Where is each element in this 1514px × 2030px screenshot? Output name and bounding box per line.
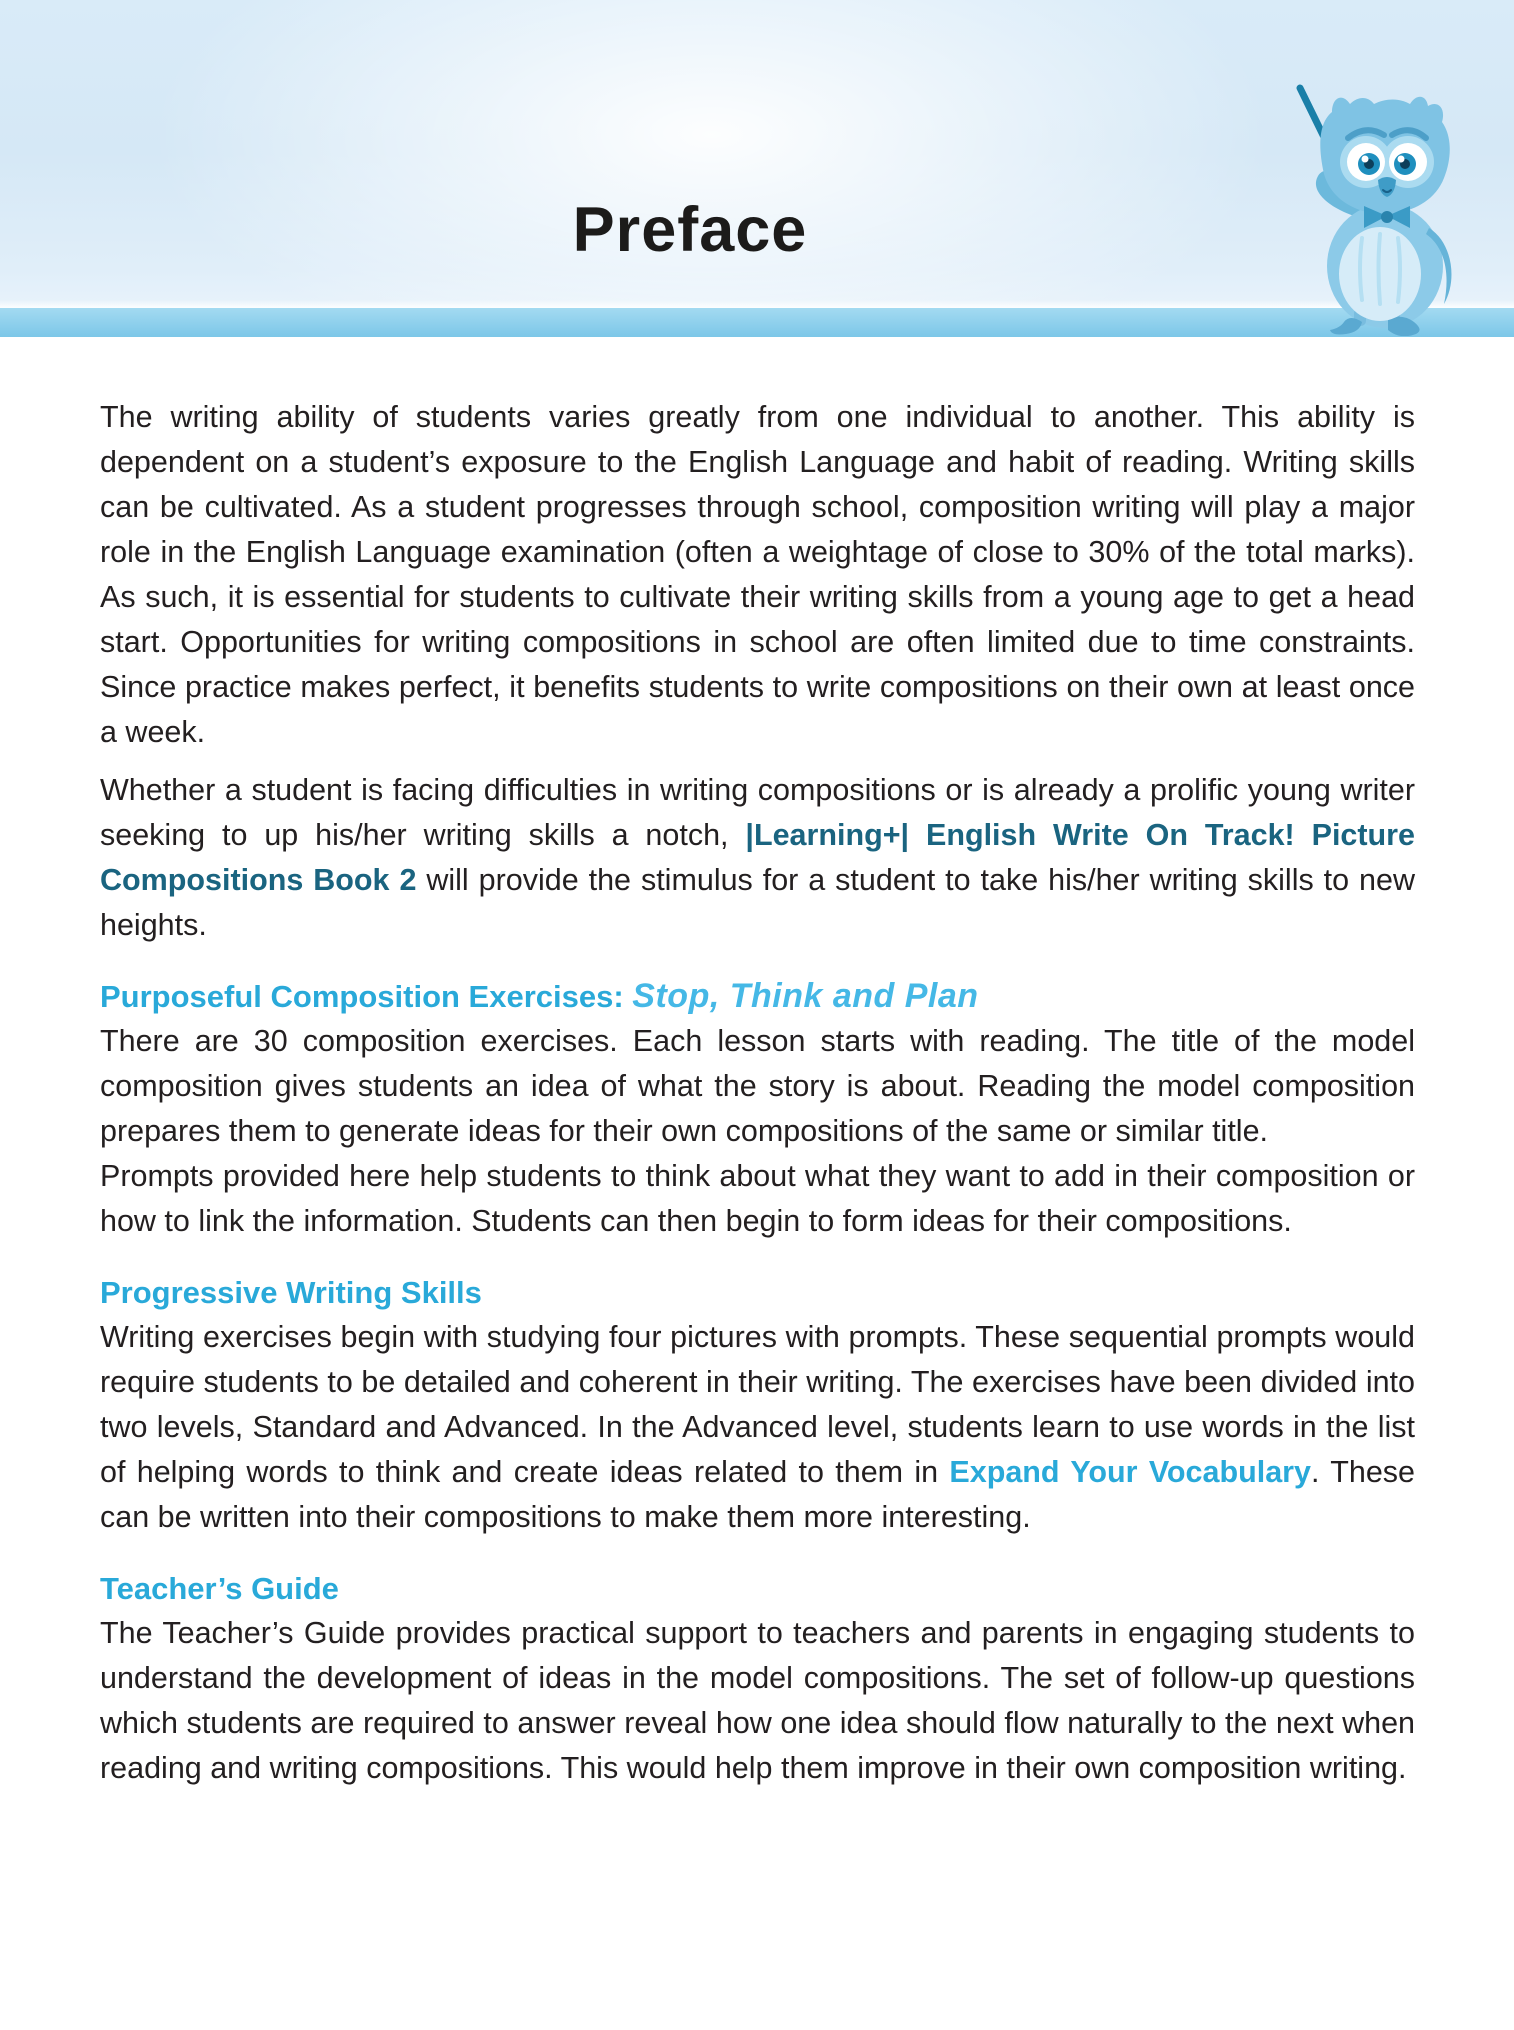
expand-your-vocabulary-highlight: Expand Your Vocabulary <box>949 1455 1311 1489</box>
paragraph-text: Writing exercises begin with studying four pictures with prompts. These sequential prompts would require students to be detailed and coherent in their writing. The exercises have been divided into two levels, Standard and Advanced. In the Advanced level, students learn to use words in the list of helping words to think and create ideas related to them in <box>100 1320 1415 1489</box>
page-header <box>0 0 1514 337</box>
section-paragraph <box>100 1315 1415 1540</box>
section-heading-text: Purposeful Composition Exercises: <box>100 979 633 1014</box>
intro-paragraph-2 <box>100 768 1415 948</box>
section-heading-script-text: Stop, Think and Plan <box>632 977 979 1015</box>
section-paragraph: There are 30 composition exercises. Each lesson starts with reading. The title of the model composition gives students an idea of what the story is about. Reading the model composition prepares them to generate ideas for their own compositions of the same or similar title. <box>100 1024 1415 1148</box>
section-paragraph: The Teacher’s Guide provides practical support to teachers and parents in engaging students to understand the development of ideas in the model compositions. The set of follow-up questions which students are required to answer reveal how one idea should flow naturally to the next when reading and writing compositions. This would help them improve in their own composition writing. <box>100 1616 1415 1785</box>
section-heading: Teacher’s Guide <box>100 1571 339 1606</box>
paragraph-text: Whether a student is facing difficulties in writing compositions or is already a prolific young writer seeking to up his/her writing skills a notch, <box>100 773 1415 852</box>
section-heading <box>100 974 1415 1019</box>
owl-mascot-icon <box>1266 78 1492 336</box>
page-title: Preface <box>572 195 808 265</box>
section-progressive-writing-skills <box>100 1270 1415 1540</box>
section-purposeful-composition-exercises <box>100 974 1415 1244</box>
book-title: |Learning+| English Write On Track! Picture Compositions Book 2 <box>100 818 1415 897</box>
section-teachers-guide <box>100 1566 1415 1791</box>
intro-paragraph-1: The writing ability of students varies greatly from one individual to another. This ability is dependent on a student’s exposure to the English Language and habit of reading. Writing skills can be cultivated. As a student progresses through school, composition writing will play a major role in the English Language examination (often a weightage of close to 30% of the total marks). As such, it is essential for students to cultivate their writing skills from a young age to get a head start. Opportunities for writing compositions in school are often limited due to time constraints. Since practice makes perfect, it benefits students to write compositions on their own at least once a week. <box>100 400 1415 749</box>
paragraph-text: will provide the stimulus for a student to take his/her writing skills to new heights. <box>100 863 1415 942</box>
section-paragraph: Prompts provided here help students to think about what they want to add in their composition or how to link the information. Students can then begin to form ideas for their compositions. <box>100 1159 1415 1238</box>
paragraph-text: . These can be written into their compositions to make them more interesting. <box>100 1455 1415 1534</box>
section-heading: Progressive Writing Skills <box>100 1275 482 1310</box>
preface-content <box>0 337 1514 1791</box>
